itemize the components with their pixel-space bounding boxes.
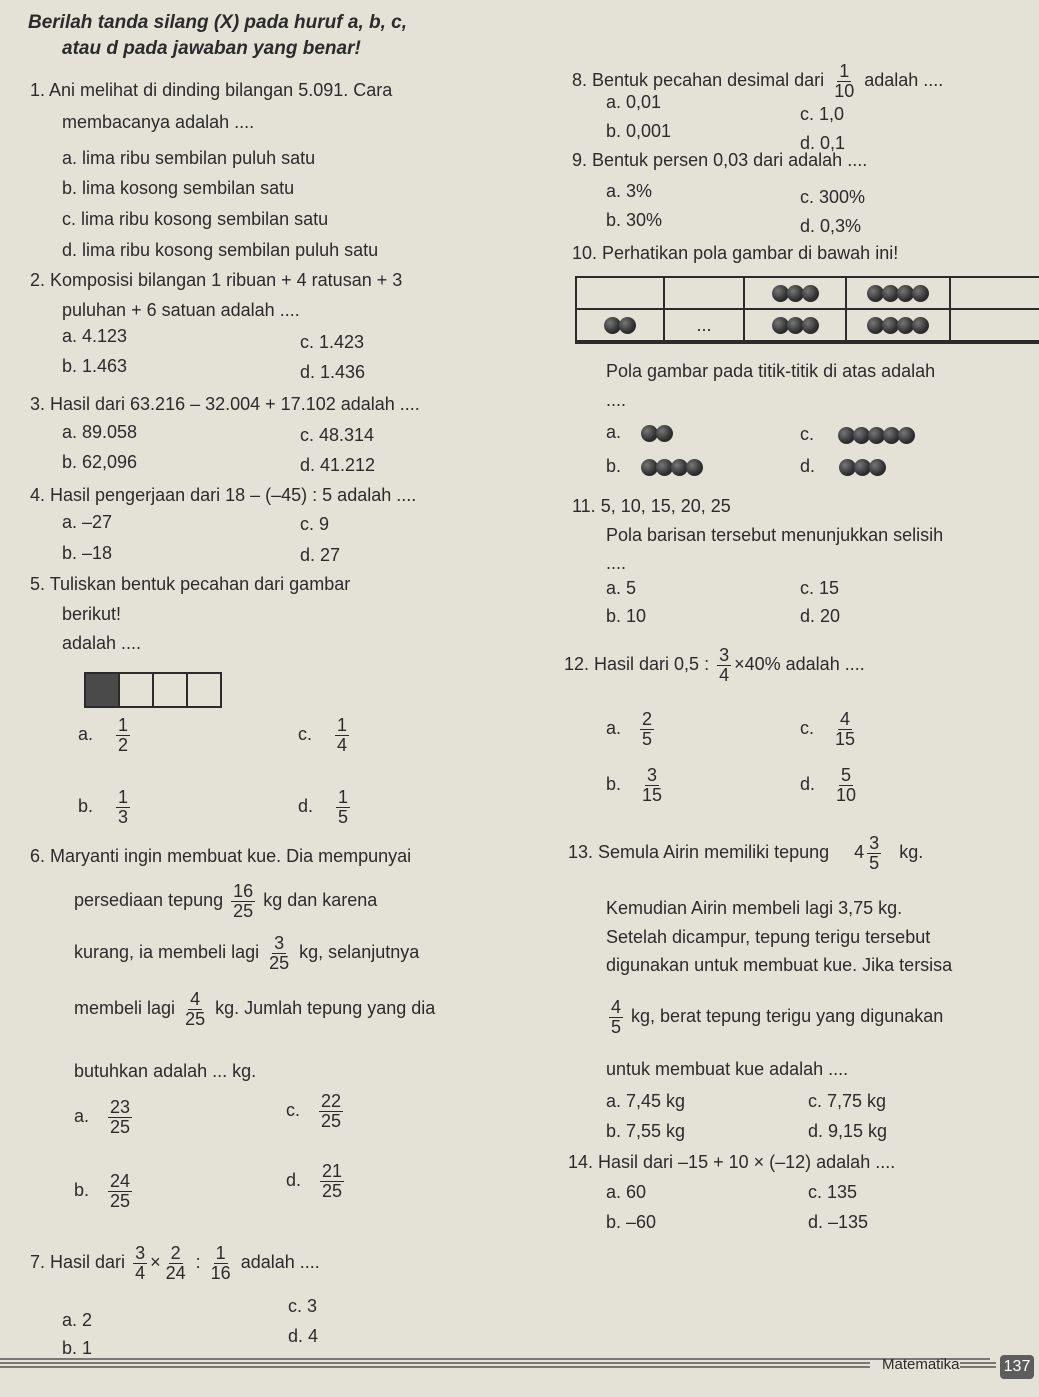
q3-text: 3. Hasil dari 63.216 – 32.004 + 17.102 adalah .... <box>30 394 420 414</box>
q1-option-a[interactable]: a. lima ribu sembilan puluh satu <box>62 148 316 168</box>
q10-pattern-grid <box>575 276 1039 344</box>
q8-option-b[interactable]: b. 0,001 <box>606 121 672 141</box>
q2-option-c[interactable]: c. 1.423 <box>300 332 365 352</box>
q10-option-b[interactable]: b. <box>606 456 702 477</box>
q11-option-a[interactable]: a. 5 <box>606 578 637 598</box>
q8-option-c[interactable]: c. 1,0 <box>800 104 845 124</box>
q11-text: 11. 5, 10, 15, 20, 25 <box>572 496 731 516</box>
q14-option-a[interactable]: a. 60 <box>606 1182 647 1202</box>
q12-text: 12. Hasil dari 0,5 : $\frac{3}{4}$ ×40% adalah .... <box>564 645 865 685</box>
q10-cell-2-missing: ... <box>665 310 745 342</box>
q4-text: 4. Hasil pengerjaan dari 18 – (–45) : 5 adalah .... <box>30 485 417 505</box>
q1-option-b[interactable]: b. lima kosong sembilan satu <box>62 178 295 198</box>
q5-option-c[interactable]: c. $\frac{1}{4}$ <box>298 715 348 755</box>
q5-text-line-1: 5. Tuliskan bentuk pecahan dari gambar <box>30 574 351 594</box>
q13-text-line-6: untuk membuat kue adalah .... <box>606 1059 849 1079</box>
q14-option-c[interactable]: c. 135 <box>808 1182 858 1202</box>
q14-option-d[interactable]: d. –135 <box>808 1212 869 1232</box>
q5-shaded-cell <box>86 674 118 706</box>
q10-cell-5-top <box>951 278 1039 310</box>
q1-option-c[interactable]: c. lima ribu kosong sembilan satu <box>62 209 329 229</box>
q10-text-line-3: .... <box>606 390 627 410</box>
q6-option-b[interactable]: b. $\frac{24}{25}$ <box>74 1171 131 1211</box>
q4-option-a[interactable]: a. –27 <box>62 512 113 532</box>
q7-option-c[interactable]: c. 3 <box>288 1296 318 1316</box>
q3-option-a[interactable]: a. 89.058 <box>62 422 138 442</box>
q12-option-c[interactable]: c. $\frac{4}{15}$ <box>800 709 856 749</box>
q10-cell-2-top <box>665 278 745 310</box>
q10-cell-1-top <box>577 278 665 310</box>
q10-cell-4-top <box>847 278 951 310</box>
q11-text-line-2: Pola barisan tersebut menunjukkan selisih <box>606 525 944 545</box>
q11-text-line-3: .... <box>606 553 627 573</box>
page-number: 137 <box>1000 1355 1034 1379</box>
q6-text-line-5: butuhkan adalah ... kg. <box>74 1061 257 1081</box>
q4-option-b[interactable]: b. –18 <box>62 543 113 563</box>
q13-option-d[interactable]: d. 9,15 kg <box>808 1121 888 1141</box>
q14-option-b[interactable]: b. –60 <box>606 1212 657 1232</box>
q10-option-b-dots <box>642 459 702 476</box>
q8-option-a[interactable]: a. 0,01 <box>606 92 662 112</box>
q14-text: 14. Hasil dari –15 + 10 × (–12) adalah .... <box>568 1152 896 1172</box>
q5-cell <box>186 674 220 706</box>
q13-text-line-2: Kemudian Airin membeli lagi 3,75 kg. <box>606 898 903 918</box>
q7-text: 7. Hasil dari $\frac{3}{4}$ × $\frac{2}{24}$ : $\frac{1}{16}$ adalah .... <box>30 1243 320 1283</box>
q10-cell-1 <box>577 310 665 342</box>
q10-option-c-dots <box>839 427 914 444</box>
q9-text: 9. Bentuk persen 0,03 dari adalah .... <box>572 150 868 170</box>
q5-fraction-diagram <box>84 672 222 708</box>
q10-option-a[interactable]: a. <box>606 422 672 443</box>
q4-option-c[interactable]: c. 9 <box>300 514 330 534</box>
q13-option-c[interactable]: c. 7,75 kg <box>808 1091 887 1111</box>
q5-text-line-3: adalah .... <box>62 633 142 653</box>
q13-text-line-4: digunakan untuk membuat kue. Jika tersisa <box>606 955 953 975</box>
dot <box>656 425 673 442</box>
instructions-line-2: atau d pada jawaban yang benar! <box>62 38 361 59</box>
q10-option-a-dots <box>642 425 672 442</box>
q13-text: 13. Semula Airin memiliki tepung 4 $\frac{3}{5}$ kg. <box>568 833 924 873</box>
q13-option-a[interactable]: a. 7,45 kg <box>606 1091 686 1111</box>
q5-option-a[interactable]: a. $\frac{1}{2}$ <box>78 715 129 755</box>
q2-text-line-1: 2. Komposisi bilangan 1 ribuan + 4 ratusan + 3 <box>30 270 403 290</box>
q5-text-line-2: berikut! <box>62 604 122 624</box>
q8-text: 8. Bentuk pecahan desimal dari $\frac{1}{10}$ adalah .... <box>572 61 944 101</box>
q1-option-d[interactable]: d. lima ribu kosong sembilan puluh satu <box>62 240 379 260</box>
q2-option-b[interactable]: b. 1.463 <box>62 356 128 376</box>
q10-cell-3-top <box>745 278 847 310</box>
q3-option-c[interactable]: c. 48.314 <box>300 425 375 445</box>
q8-option-d[interactable]: d. 0,1 <box>800 133 846 153</box>
q2-option-a[interactable]: a. 4.123 <box>62 326 128 346</box>
q11-option-d[interactable]: d. 20 <box>800 606 841 626</box>
q1-text-line-2: membacanya adalah .... <box>62 112 255 132</box>
q11-option-b[interactable]: b. 10 <box>606 606 647 626</box>
q9-option-b[interactable]: b. 30% <box>606 210 663 230</box>
q12-option-a[interactable]: a. $\frac{2}{5}$ <box>606 709 653 749</box>
q13-option-b[interactable]: b. 7,55 kg <box>606 1121 686 1141</box>
q5-option-d[interactable]: d. $\frac{1}{5}$ <box>298 787 349 827</box>
q10-option-d[interactable]: d. <box>800 456 885 477</box>
q10-text-line-2: Pola gambar pada titik-titik di atas adalah <box>606 361 936 381</box>
q5-cell <box>118 674 152 706</box>
q3-option-b[interactable]: b. 62,096 <box>62 452 138 472</box>
q6-text-line-4: membeli lagi $\frac{4}{25}$ kg. Jumlah tepung yang dia <box>74 989 436 1029</box>
q3-option-d[interactable]: d. 41.212 <box>300 455 376 475</box>
q11-option-c[interactable]: c. 15 <box>800 578 840 598</box>
q10-text: 10. Perhatikan pola gambar di bawah ini! <box>572 243 899 263</box>
dot <box>869 459 886 476</box>
q10-cell-5 <box>951 310 1039 342</box>
q9-option-a[interactable]: a. 3% <box>606 181 653 201</box>
q5-option-b[interactable]: b. $\frac{1}{3}$ <box>78 787 129 827</box>
q5-cell <box>152 674 186 706</box>
q1-text-line-1: 1. Ani melihat di dinding bilangan 5.091. Cara <box>30 80 393 100</box>
q6-option-d[interactable]: d. $\frac{21}{25}$ <box>286 1161 343 1201</box>
q2-text-line-2: puluhan + 6 satuan adalah .... <box>62 300 300 320</box>
q10-option-c[interactable]: c. <box>800 424 914 445</box>
dot <box>898 427 915 444</box>
q6-text-line-2: persediaan tepung $\frac{16}{25}$ kg dan karena <box>74 881 378 921</box>
q6-text-line-1: 6. Maryanti ingin membuat kue. Dia mempunyai <box>30 846 412 866</box>
q2-option-d[interactable]: d. 1.436 <box>300 362 366 382</box>
dot <box>686 459 703 476</box>
q6-text-line-3: kurang, ia membeli lagi $\frac{3}{25}$ kg, selanjutnya <box>74 933 420 973</box>
instructions-line-1: Berilah tanda silang (X) pada huruf a, b, c, <box>28 12 408 33</box>
q9-option-c[interactable]: c. 300% <box>800 187 866 207</box>
q13-text-line-5: $\frac{4}{5}$ kg, berat tepung terigu yang digunakan <box>611 997 944 1037</box>
q10-option-d-dots <box>840 459 885 476</box>
q6-option-a[interactable]: a. $\frac{23}{25}$ <box>74 1097 131 1137</box>
q13-text-line-3: Setelah dicampur, tepung terigu tersebut <box>606 927 931 947</box>
footer-subject: Matematika <box>882 1356 960 1373</box>
q7-option-d[interactable]: d. 4 <box>288 1326 319 1346</box>
q10-cell-3 <box>745 310 847 342</box>
q9-option-d[interactable]: d. 0,3% <box>800 216 862 236</box>
q7-option-b[interactable]: b. 1 <box>62 1338 93 1358</box>
q12-option-d[interactable]: d. $\frac{5}{10}$ <box>800 765 857 805</box>
q4-option-d[interactable]: d. 27 <box>300 545 341 565</box>
q10-cell-4 <box>847 310 951 342</box>
q6-option-c[interactable]: c. $\frac{22}{25}$ <box>286 1091 342 1131</box>
q7-option-a[interactable]: a. 2 <box>62 1310 93 1330</box>
q12-option-b[interactable]: b. $\frac{3}{15}$ <box>606 765 663 805</box>
